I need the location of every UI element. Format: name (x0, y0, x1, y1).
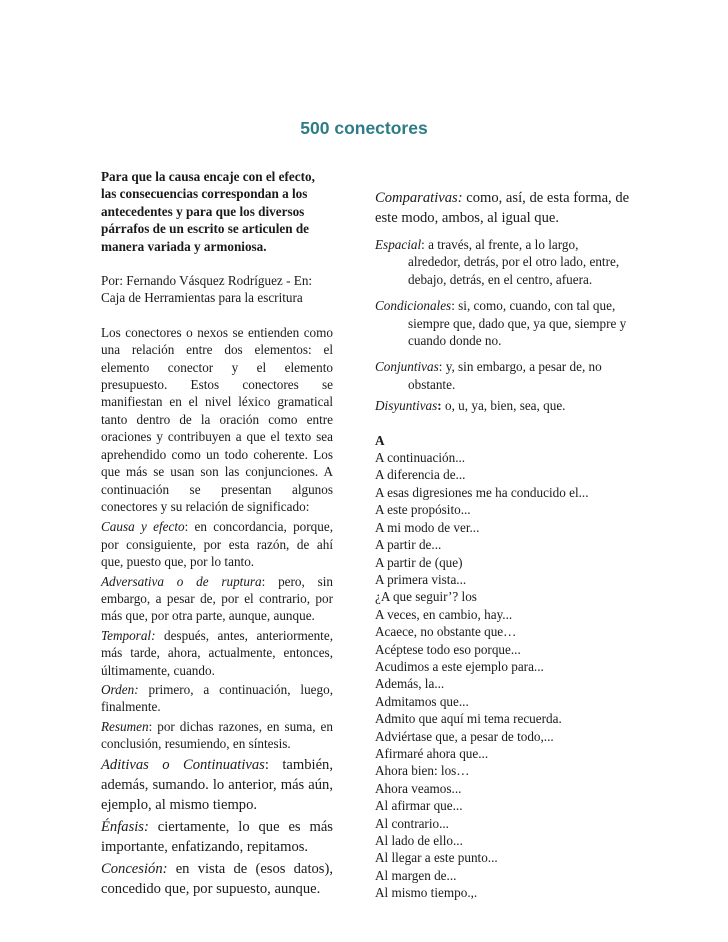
list-item: Al llegar a este punto... (375, 850, 498, 866)
condicionales-paragraph (375, 297, 630, 349)
espacial-label: Espacial (375, 237, 422, 252)
source-line: Caja de Herramientas para la escritura (101, 290, 303, 306)
conjuntivas-paragraph (375, 358, 630, 393)
list-item: Admito que aquí mi tema recuerda. (375, 711, 562, 727)
comparativas-label: Comparativas: (375, 190, 463, 206)
disyuntivas-label: Disyuntivas (375, 398, 438, 414)
list-item: Al contrario... (375, 815, 449, 831)
list-item: Al margen de... (375, 867, 457, 883)
right-column (375, 188, 630, 902)
resumen-paragraph (101, 718, 333, 753)
concesion-label: Concesión: (101, 860, 168, 877)
enfasis-text: ciertamente, lo que es más importante, enfatizando, repitamos. (101, 818, 333, 855)
list-item: A primera vista... (375, 571, 467, 587)
page-title: 500 conectores (300, 118, 428, 138)
list-item: Acudimos a este ejemplo para... (375, 658, 544, 674)
adversativa-text: : pero, sin embargo, a pesar de, por el contrario, por más que, por otra parte, aunque, aunque. (101, 573, 333, 624)
enfasis-label: Énfasis: (101, 818, 149, 835)
condicionales-label: Condicionales (375, 298, 452, 314)
list-item: A diferencia de... (375, 467, 466, 483)
causa-paragraph (101, 518, 333, 570)
list-item: A mi modo de ver... (375, 519, 480, 535)
concesion-text: en vista de (esos datos), concedido que, por supuesto, aunque. (101, 860, 333, 897)
list-item: ¿A que seguir’? los (375, 589, 477, 605)
aditivas-text: : también, además, sumando. lo anterior, más aún, ejemplo, al mismo tiempo. (101, 756, 333, 813)
list-item: Al lado de ello... (375, 833, 463, 848)
list-item: A este propósito... (375, 502, 471, 518)
list-item: A partir de... (375, 537, 442, 553)
disyuntivas-text: o, u, ya, bien, sea, que. (441, 398, 566, 414)
intro-paragraph: Para que la causa encaje con el efecto, las consecuencias correspondan a los antecedentes y para que los diversos párrafos de un escrito se articulen de manera variada y armoniosa. (101, 169, 315, 254)
comparativas-paragraph (375, 188, 630, 228)
conjuntivas-label: Conjuntivas (375, 359, 439, 375)
adversativa-label: Adversativa o de ruptura (101, 573, 262, 589)
conjuntivas-text: : y, sin embargo, a pesar de, no obstante. (408, 359, 602, 392)
list-item: Ahora veamos... (375, 780, 462, 796)
causa-text: : en concordancia, porque, por consiguiente, por esta razón, de ahí que, puesto que, por lo tanto. (101, 519, 333, 570)
author-line: Por: Fernando Vásquez Rodríguez - En: (101, 273, 313, 289)
list-item: Adviértase que, a pesar de todo,... (375, 728, 554, 744)
list-item: Acaece, no obstante que… (375, 624, 517, 640)
list-item: A veces, en cambio, hay... (375, 606, 513, 622)
concesion-paragraph (101, 859, 333, 899)
list-item: Afirmaré ahora que... (375, 745, 489, 761)
aditivas-label: Aditivas o Continuativas (101, 756, 265, 773)
connector-list (375, 449, 630, 902)
espacial-text: : a través, al frente, a lo largo, alrededor, detrás, por el otro lado, entre, debajo, detrás, en el centro, afuera. (408, 237, 620, 287)
disyuntivas-colon: : (437, 398, 442, 414)
list-item: Admitamos que... (375, 693, 469, 709)
resumen-label: Resumen (101, 718, 149, 734)
body-paragraph: Los conectores o nexos se entienden como una relación entre dos elementos: el elemento conector y el elemento presupuesto. Estos conectores se manifiestan en el nivel léxico gramatical tanto dentro de la oración como entre oraciones y contribuyen a que el texto sea aprehendido como un todo coherente. Los que más se usan son las conjunciones. A continuación se presentan algunos conectores y su relación de significado: (101, 324, 333, 514)
list-item: Acéptese todo eso porque... (375, 641, 521, 657)
list-item: A partir de (que) (375, 554, 463, 570)
temporal-text: después, antes, anteriormente, más tarde, ahora, actualmente, entonces, últimamente, cuando. (101, 627, 333, 678)
resumen-text: : por dichas razones, en suma, en conclusión, resumiendo, en síntesis. (101, 718, 333, 752)
list-item: A continuación... (375, 450, 466, 466)
list-item: Al afirmar que... (375, 798, 463, 814)
temporal-paragraph (101, 627, 333, 679)
enfasis-paragraph (101, 817, 333, 857)
temporal-label: Temporal: (101, 627, 156, 643)
letter-heading: A (375, 432, 385, 448)
list-item: Al mismo tiempo.,. (375, 885, 478, 901)
orden-paragraph (101, 681, 333, 716)
adversativa-paragraph (101, 573, 333, 625)
causa-label: Causa y efecto (101, 519, 185, 535)
orden-label: Orden: (101, 681, 139, 697)
orden-text: primero, a continuación, luego, finalmente. (101, 681, 333, 715)
condicionales-text: : si, como, cuando, con tal que, siempre que, dado que, ya que, siempre y cuando donde no. (408, 298, 627, 349)
comparativas-text: como, así, de esta forma, de este modo, ambos, al igual que. (375, 190, 630, 226)
list-item: Además, la... (375, 676, 445, 692)
list-item: A esas digresiones me ha conducido el... (375, 484, 589, 500)
disyuntivas-paragraph (375, 397, 630, 414)
list-item: Ahora bien: los… (375, 763, 470, 779)
left-column (101, 168, 333, 899)
espacial-paragraph (375, 236, 630, 288)
aditivas-paragraph (101, 755, 333, 815)
